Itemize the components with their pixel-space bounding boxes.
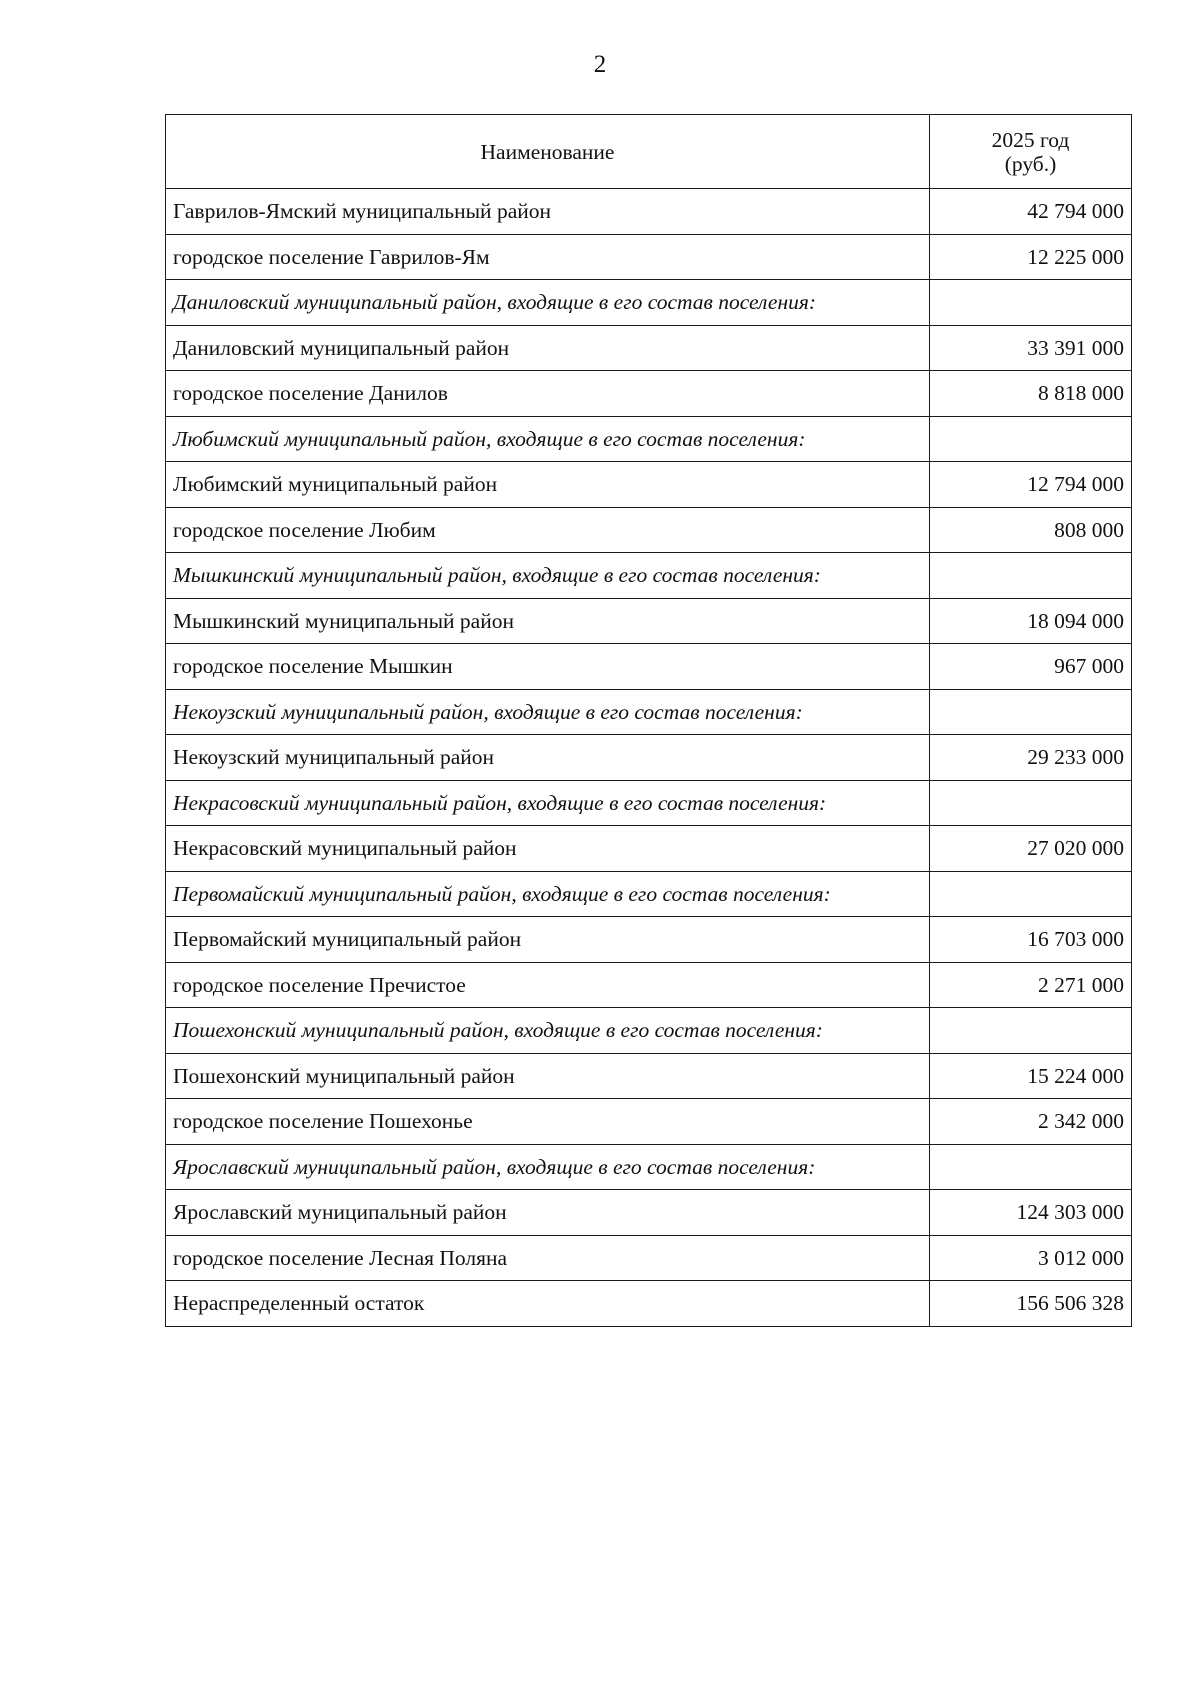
row-value-cell xyxy=(930,1008,1132,1054)
row-value-cell: 3 012 000 xyxy=(930,1235,1132,1281)
row-value-cell: 2 271 000 xyxy=(930,962,1132,1008)
row-name-cell: Даниловский муниципальный район xyxy=(166,325,930,371)
table-row-group-heading xyxy=(166,280,1132,326)
row-value-cell xyxy=(930,871,1132,917)
table-body xyxy=(166,189,1132,1327)
row-name-cell: Некрасовский муниципальный район xyxy=(166,826,930,872)
page-number: 2 xyxy=(593,51,607,78)
row-name-cell: Даниловский муниципальный район, входящие в его состав поселения: xyxy=(166,280,930,326)
table-row xyxy=(166,826,1132,872)
row-value-cell: 33 391 000 xyxy=(930,325,1132,371)
table-row xyxy=(166,234,1132,280)
budget-table xyxy=(165,114,1132,1327)
row-value-cell xyxy=(930,553,1132,599)
table-row-group-heading xyxy=(166,871,1132,917)
row-value-cell: 808 000 xyxy=(930,507,1132,553)
row-value-cell xyxy=(930,1144,1132,1190)
table-row xyxy=(166,1190,1132,1236)
row-value-cell xyxy=(930,780,1132,826)
table-row xyxy=(166,644,1132,690)
table-row xyxy=(166,735,1132,781)
table-row-group-heading xyxy=(166,1144,1132,1190)
table-row xyxy=(166,598,1132,644)
row-name-cell: Гаврилов-Ямский муниципальный район xyxy=(166,189,930,235)
table-header xyxy=(166,115,1132,189)
row-name-cell: городское поселение Гаврилов-Ям xyxy=(166,234,930,280)
table-row-group-heading xyxy=(166,1008,1132,1054)
header-name-label: Наименование xyxy=(480,139,615,164)
row-name-cell: Некрасовский муниципальный район, входящие в его состав поселения: xyxy=(166,780,930,826)
row-value-cell: 124 303 000 xyxy=(930,1190,1132,1236)
table-row xyxy=(166,189,1132,235)
row-value-cell: 12 794 000 xyxy=(930,462,1132,508)
row-value-cell xyxy=(930,416,1132,462)
row-value-cell: 18 094 000 xyxy=(930,598,1132,644)
table-row xyxy=(166,962,1132,1008)
row-name-cell: Некоузский муниципальный район, входящие в его состав поселения: xyxy=(166,689,930,735)
row-name-cell: Некоузский муниципальный район xyxy=(166,735,930,781)
row-value-cell: 967 000 xyxy=(930,644,1132,690)
table-row xyxy=(166,1053,1132,1099)
header-year-label: 2025 год xyxy=(991,127,1070,152)
row-value-cell: 12 225 000 xyxy=(930,234,1132,280)
row-name-cell: Ярославский муниципальный район, входящие в его состав поселения: xyxy=(166,1144,930,1190)
table-row xyxy=(166,1099,1132,1145)
table-row-group-heading xyxy=(166,689,1132,735)
row-value-cell: 27 020 000 xyxy=(930,826,1132,872)
row-name-cell: Мышкинский муниципальный район xyxy=(166,598,930,644)
row-value-cell xyxy=(930,689,1132,735)
row-name-cell: Пошехонский муниципальный район, входящие в его состав поселения: xyxy=(166,1008,930,1054)
row-name-cell: Нераспределенный остаток xyxy=(166,1281,930,1327)
row-value-cell: 16 703 000 xyxy=(930,917,1132,963)
row-value-cell: 8 818 000 xyxy=(930,371,1132,417)
table-row xyxy=(166,917,1132,963)
row-value-cell: 42 794 000 xyxy=(930,189,1132,235)
table-row-group-heading xyxy=(166,780,1132,826)
table-row xyxy=(166,325,1132,371)
row-name-cell: Первомайский муниципальный район, входящие в его состав поселения: xyxy=(166,871,930,917)
row-name-cell: городское поселение Пошехонье xyxy=(166,1099,930,1145)
row-name-cell: городское поселение Данилов xyxy=(166,371,930,417)
table-row xyxy=(166,1281,1132,1327)
row-name-cell: Любимский муниципальный район, входящие в его состав поселения: xyxy=(166,416,930,462)
table-row-group-heading xyxy=(166,553,1132,599)
row-name-cell: городское поселение Пречистое xyxy=(166,962,930,1008)
row-value-cell: 2 342 000 xyxy=(930,1099,1132,1145)
header-value xyxy=(930,115,1132,189)
header-unit-label: (руб.) xyxy=(1004,151,1057,176)
header-row xyxy=(166,115,1132,189)
row-name-cell: Пошехонский муниципальный район xyxy=(166,1053,930,1099)
table-row xyxy=(166,1235,1132,1281)
row-name-cell: городское поселение Любим xyxy=(166,507,930,553)
table-row xyxy=(166,371,1132,417)
header-name xyxy=(166,115,930,189)
row-name-cell: городское поселение Мышкин xyxy=(166,644,930,690)
table-row xyxy=(166,507,1132,553)
row-value-cell: 156 506 328 xyxy=(930,1281,1132,1327)
table-row xyxy=(166,462,1132,508)
row-value-cell xyxy=(930,280,1132,326)
table-row-group-heading xyxy=(166,416,1132,462)
row-name-cell: Любимский муниципальный район xyxy=(166,462,930,508)
row-name-cell: городское поселение Лесная Поляна xyxy=(166,1235,930,1281)
row-name-cell: Мышкинский муниципальный район, входящие в его состав поселения: xyxy=(166,553,930,599)
row-value-cell: 29 233 000 xyxy=(930,735,1132,781)
row-name-cell: Ярославский муниципальный район xyxy=(166,1190,930,1236)
row-value-cell: 15 224 000 xyxy=(930,1053,1132,1099)
row-name-cell: Первомайский муниципальный район xyxy=(166,917,930,963)
